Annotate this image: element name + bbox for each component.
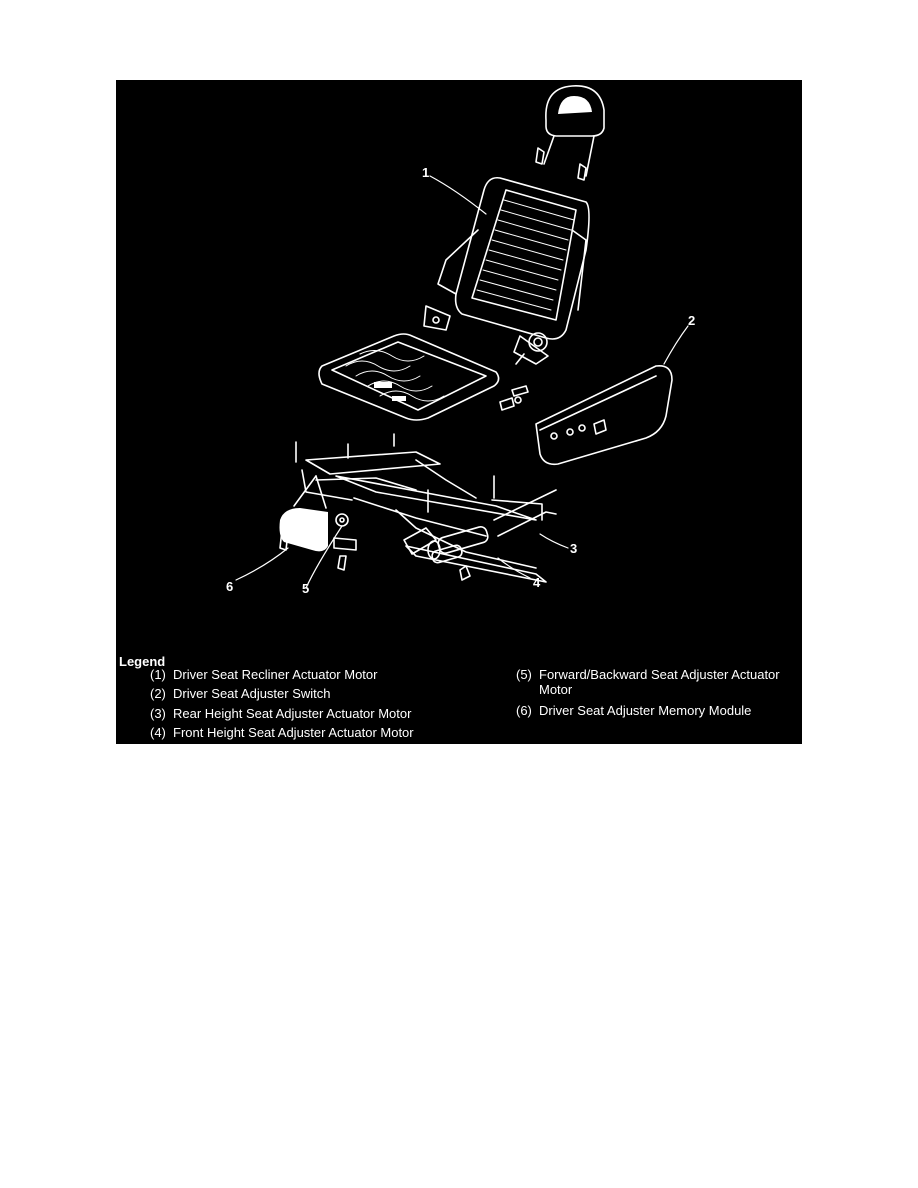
callout-1: 1 (422, 165, 430, 180)
legend-item-2 (150, 686, 331, 701)
seat-back-frame (424, 178, 589, 364)
callout-5: 5 (302, 581, 310, 596)
legend-item-5 (516, 667, 799, 697)
legend-item-number: (5) (516, 667, 532, 682)
legend-item-text: Front Height Seat Adjuster Actuator Motor (173, 725, 414, 740)
legend-item-6 (516, 703, 751, 718)
callout-3: 3 (570, 541, 578, 556)
legend-item-number: (6) (516, 703, 532, 718)
legend-item-text: Driver Seat Recliner Actuator Motor (173, 667, 378, 682)
legend-item-4 (150, 725, 414, 740)
legend-item-1 (150, 667, 377, 682)
legend-item-number: (1) (150, 667, 166, 682)
seat-exploded-view-drawing (116, 80, 802, 744)
legend-item-text: Driver Seat Adjuster Memory Module (539, 703, 752, 718)
seat-adjuster-switch (536, 366, 672, 465)
callout-6: 6 (226, 579, 234, 594)
legend-item-text: Rear Height Seat Adjuster Actuator Motor (173, 706, 412, 721)
legend-item-number: (4) (150, 725, 166, 740)
seat-cushion-frame (319, 334, 528, 420)
legend-item-number: (2) (150, 686, 166, 701)
legend-title: Legend (119, 654, 166, 669)
legend-item-number: (3) (150, 706, 166, 721)
callout-2: 2 (688, 313, 696, 328)
legend-item-3 (150, 706, 411, 721)
legend-item-text: Driver Seat Adjuster Switch (173, 686, 331, 701)
headrest (536, 86, 604, 180)
callout-4: 4 (533, 575, 541, 590)
legend-item-text: Forward/Backward Seat Adjuster Actuator Motor (539, 667, 780, 697)
seat-diagram-figure (116, 80, 802, 744)
